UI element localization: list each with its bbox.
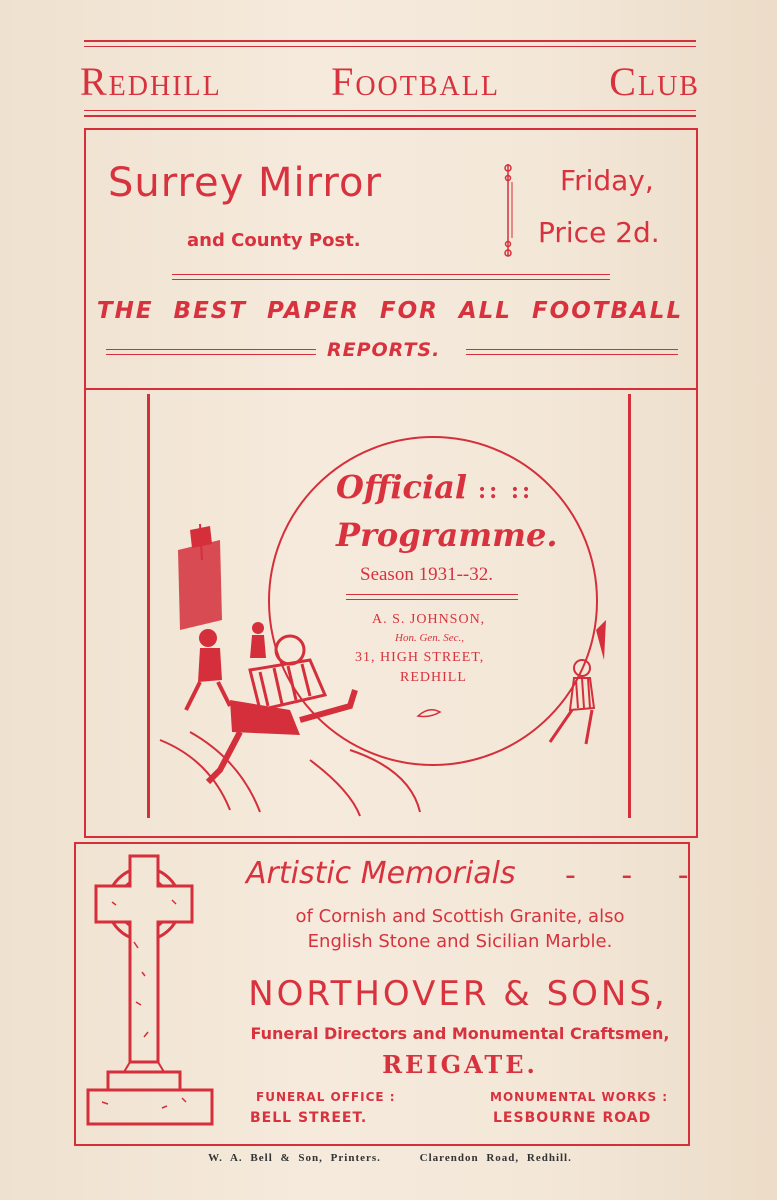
slogan-line-1: THE BEST PAPER FOR ALL FOOTBALL: [96, 298, 684, 324]
materials-line-1: of Cornish and Scottish Granite, also: [295, 906, 625, 927]
header-top-rule-thin: [84, 46, 696, 47]
club-title-word-1: Redhill: [80, 59, 222, 104]
club-title: [80, 58, 700, 105]
slogan-rule-right-2: [466, 354, 678, 355]
company-trade: Funeral Directors and Monumental Craftsmen,: [250, 1024, 670, 1043]
memorials-materials: [230, 904, 690, 954]
secretary-address-street: 31, HIGH STREET,: [355, 650, 485, 665]
secretary-role: Hon. Gen. Sec.,: [395, 632, 465, 644]
memorials-headline-dashes: - - -: [565, 858, 707, 893]
paper-subtitle: and County Post.: [187, 230, 361, 251]
company-name: NORTHOVER & SONS,: [248, 974, 668, 1014]
ornament-divider-icon: [498, 160, 518, 260]
monumental-works-label: MONUMENTAL WORKS :: [490, 1090, 669, 1104]
printer-address: Clarendon Road, Redhill.: [419, 1152, 572, 1164]
slogan-rule-top-2: [172, 279, 610, 280]
slogan-rule-right: [466, 349, 678, 350]
celtic-cross-illustration: [82, 852, 222, 1132]
frame-left-outer: [84, 390, 86, 838]
secretary-address-town: REDHILL: [400, 670, 467, 685]
frame-right-outer: [696, 390, 698, 838]
memorials-headline: Artistic Memorials: [246, 856, 516, 891]
publication-price: Price 2d.: [538, 216, 660, 249]
frame-right-inner: [628, 394, 631, 818]
printer-name: W. A. Bell & Son, Printers.: [208, 1152, 381, 1164]
printer-imprint: [80, 1152, 700, 1164]
club-title-word-2: Football: [331, 59, 500, 104]
programme-title-dots: :: ::: [478, 478, 534, 504]
funeral-office-address: BELL STREET.: [250, 1110, 368, 1126]
publication-day: Friday,: [560, 164, 654, 197]
header-bottom-rule-thick: [84, 115, 696, 117]
company-town: REIGATE.: [382, 1050, 538, 1079]
club-title-word-3: Club: [609, 59, 700, 104]
slogan-line-2: REPORTS.: [327, 339, 441, 361]
funeral-office-label: FUNERAL OFFICE :: [256, 1090, 396, 1104]
paper-name: Surrey Mirror: [108, 160, 382, 206]
programme-season: Season 1931--32.: [360, 564, 493, 585]
programme-title-official: Official: [336, 468, 468, 506]
season-rule: [346, 594, 518, 595]
slogan-rule-top: [172, 274, 610, 275]
season-rule-2: [346, 599, 518, 600]
header-bottom-rule: [84, 110, 696, 111]
monumental-works-address: LESBOURNE ROAD: [493, 1110, 652, 1126]
materials-line-2: English Stone and Sicilian Marble.: [307, 931, 613, 952]
secretary-name: A. S. JOHNSON,: [372, 612, 486, 627]
frame-bottom-rule: [84, 836, 698, 838]
leaf-ornament-icon: [416, 706, 442, 720]
programme-title-programme: Programme.: [336, 516, 558, 554]
header-top-rule: [84, 40, 696, 42]
slogan-rule-left: [106, 349, 316, 350]
slogan-rule-left-2: [106, 354, 316, 355]
